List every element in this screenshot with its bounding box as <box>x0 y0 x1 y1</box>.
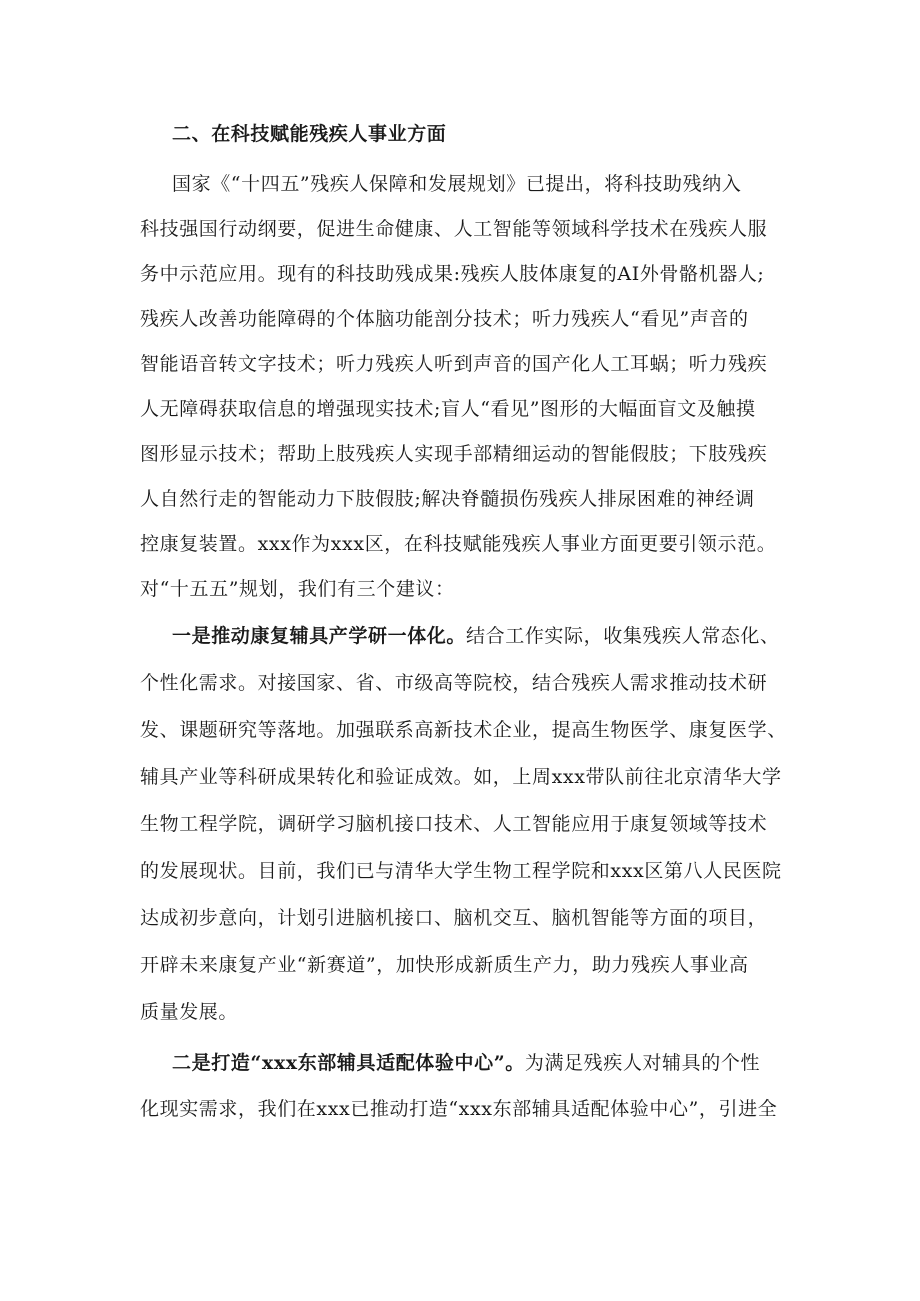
paragraph-line: 智能语音转文字技术；听力残疾人听到声音的国产化人工耳蜗；听力残疾 <box>140 353 768 375</box>
paragraph-first-line <box>172 1051 760 1075</box>
paragraph-line: 达成初步意向，计划引进脑机接口、脑机交互、脑机智能等方面的项目， <box>140 907 768 929</box>
paragraph-line: 发、课题研究等落地。加强联系高新技术企业，提高生物医学、康复医学、 <box>140 719 787 741</box>
paragraph-text: 结合工作实际，收集残疾人常态化、 <box>466 625 780 647</box>
paragraph-line: 控康复装置。xxx作为xxx区，在科技赋能残疾人事业方面更要引领示范。 <box>140 533 777 555</box>
paragraph-line: 人无障碍获取信息的增强现实技术;盲人“看见”图形的大幅面盲文及触摸 <box>140 398 756 420</box>
paragraph-line: 科技强国行动纲要，促进生命健康、人工智能等领域科学技术在残疾人服 <box>140 218 768 240</box>
paragraph-line: 开辟未来康复产业“新赛道”，加快形成新质生产力，助力残疾人事业高 <box>140 954 749 976</box>
paragraph-lead: 二是打造“xxx东部辅具适配体验中心”。 <box>172 1052 525 1074</box>
paragraph-line: 人自然行走的智能动力下肢假肢;解决脊髓损伤残疾人排尿困难的神经调 <box>140 488 755 510</box>
paragraph-first-line <box>172 624 780 648</box>
paragraph-line: 个性化需求。对接国家、省、市级高等院校，结合残疾人需求推动技术研 <box>140 672 768 694</box>
paragraph-line: 化现实需求，我们在xxx已推动打造“xxx东部辅具适配体验中心”，引进全 <box>140 1098 778 1120</box>
paragraph-line: 质量发展。 <box>140 1001 239 1023</box>
paragraph-line: 图形显示技术；帮助上肢残疾人实现手部精细运动的智能假肢；下肢残疾 <box>140 443 768 465</box>
paragraph-line: 国家《“十四五”残疾人保障和发展规划》已提出，将科技助残纳入 <box>172 173 742 195</box>
paragraph-text: 为满足残疾人对辅具的个性 <box>524 1052 761 1074</box>
paragraph-line: 的发展现状。目前，我们已与清华大学生物工程学院和xxx区第八人民医院 <box>140 860 782 882</box>
paragraph-lead: 一是推动康复辅具产学研一体化。 <box>172 625 467 647</box>
paragraph-line: 残疾人改善功能障碍的个体脑功能剖分技术；听力残疾人“看见”声音的 <box>140 308 749 330</box>
paragraph-line: 辅具产业等科研成果转化和验证成效。如，上周xxx带队前往北京清华大学 <box>140 766 782 788</box>
paragraph-line: 对“十五五”规划，我们有三个建议： <box>140 578 455 600</box>
section-heading: 二、在科技赋能残疾人事业方面 <box>172 123 447 145</box>
paragraph-line: 生物工程学院，调研学习脑机接口技术、人工智能应用于康复领域等技术 <box>140 813 768 835</box>
paragraph-line: 务中示范应用。现有的科技助残成果:残疾人肢体康复的AI外骨骼机器人; <box>140 263 765 285</box>
